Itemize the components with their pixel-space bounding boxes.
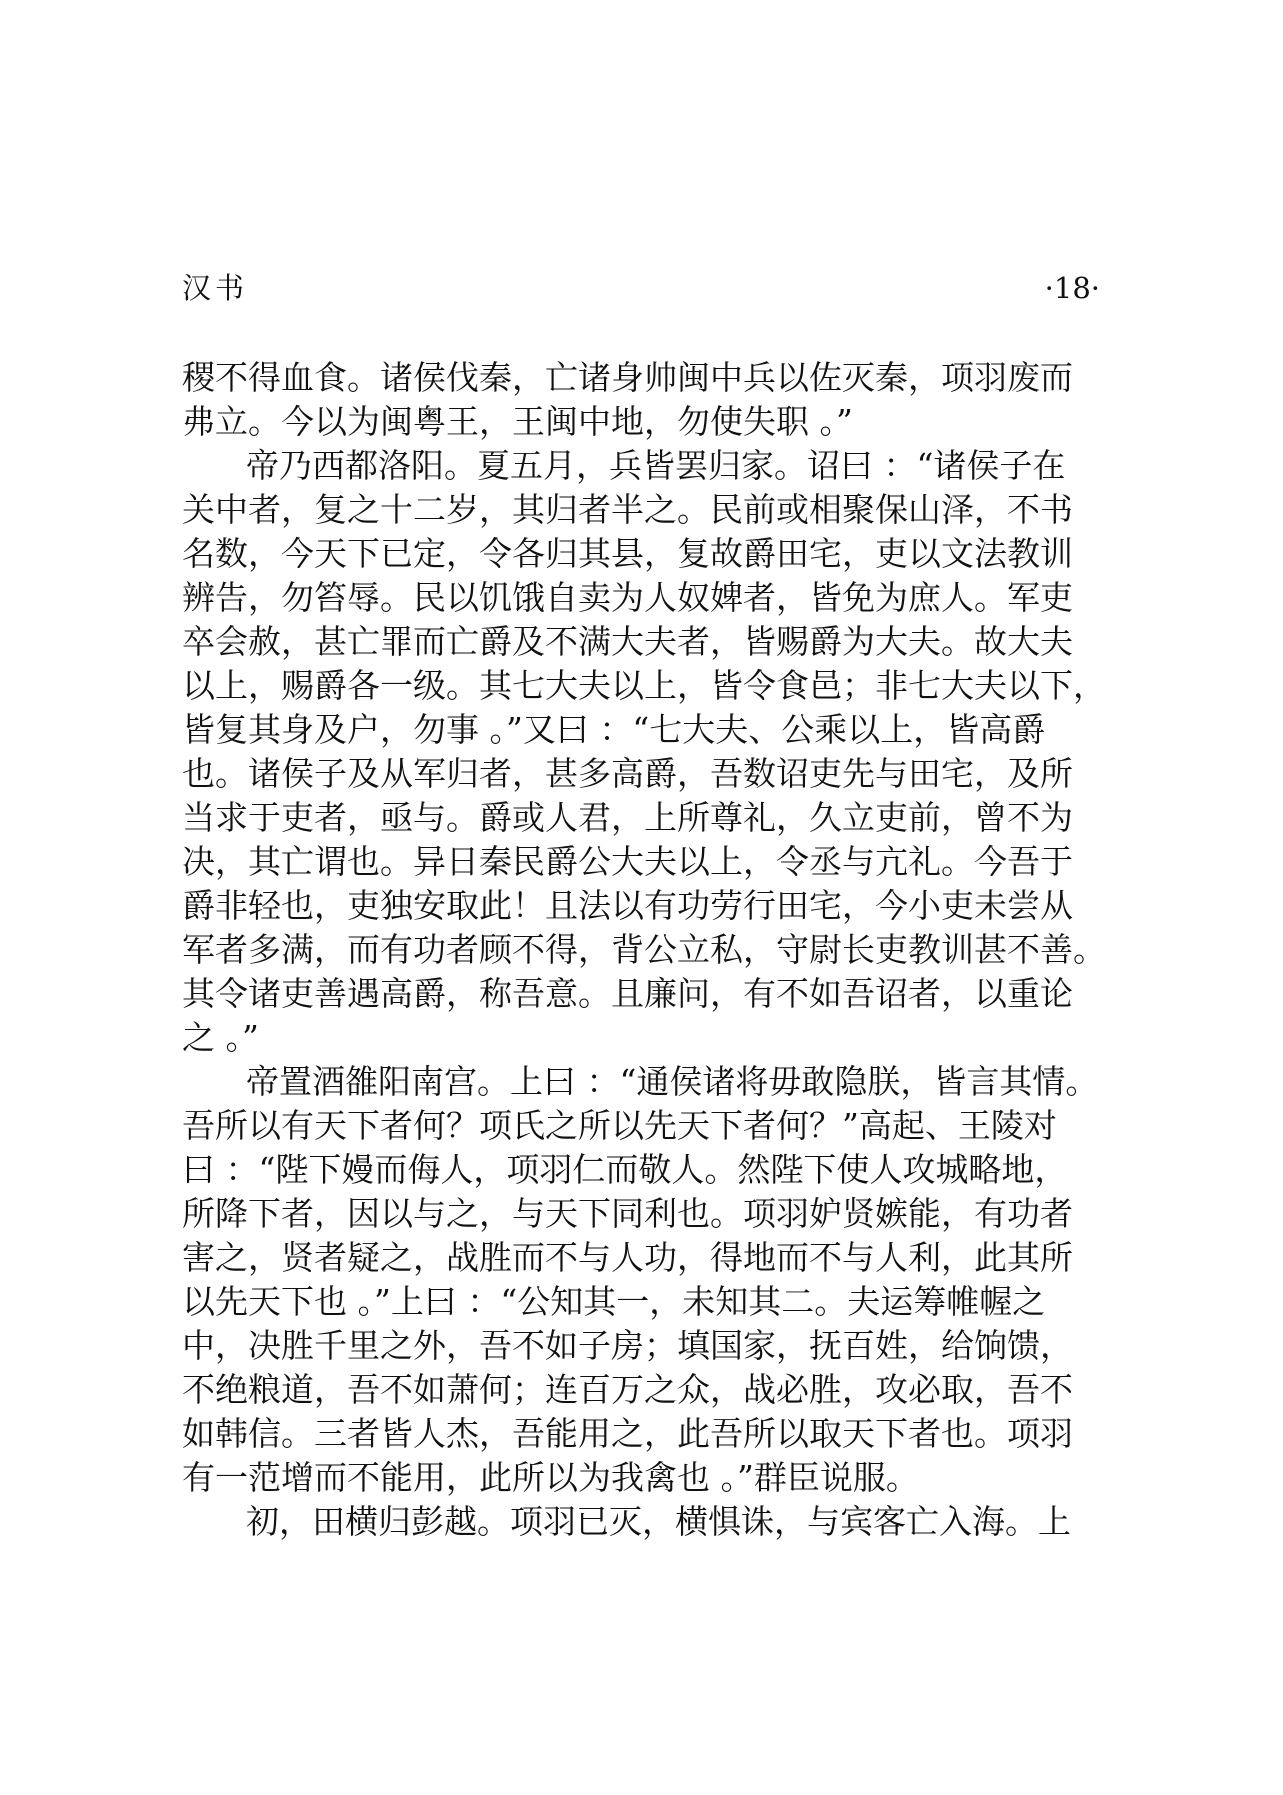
text-line: 其令诸吏善遇高爵，称吾意。且廉问，有不如吾诏者，以重论 — [182, 974, 1073, 1013]
text-line: 稷不得血食。诸侯伐秦，亡诸身帅闽中兵以佐灭秦，项羽废而 — [182, 358, 1073, 397]
text-line: 决，其亡谓也。异日秦民爵公大夫以上，令丞与亢礼。今吾于 — [182, 842, 1073, 881]
text-line: 以先天下也 。”上曰 ：“公知其一，未知其二。夫运筹帷幄之 — [182, 1282, 1046, 1321]
text-line: 所降下者，因以与之，与天下同利也。项羽妒贤嫉能，有功者 — [182, 1194, 1073, 1233]
text-line: 辨告，勿笞辱。民以饥饿自卖为人奴婢者，皆免为庶人。军吏 — [182, 578, 1073, 617]
text-line: 也。诸侯子及从军归者，甚多高爵，吾数诏吏先与田宅，及所 — [182, 754, 1073, 793]
text-line: 卒会赦，甚亡罪而亡爵及不满大夫者，皆赐爵为大夫。故大夫 — [182, 622, 1073, 661]
text-line: 名数，今天下已定，令各归其县，复故爵田宅，吏以文法教训 — [182, 534, 1073, 573]
text-line: 帝乃西都洛阳。夏五月，兵皆罢归家。诏曰 ：“诸侯子在 — [246, 446, 1066, 485]
text-line: 不绝粮道，吾不如萧何；连百万之众，战必胜，攻必取，吾不 — [182, 1370, 1073, 1409]
text-line: 当求于吏者，亟与。爵或人君，上所尊礼，久立吏前，曾不为 — [182, 798, 1073, 837]
text-line: 中，决胜千里之外，吾不如子房；填国家，抚百姓，给饷馈， — [182, 1326, 1073, 1365]
text-line: 初，田横归彭越。项羽已灭，横惧诛，与宾客亡入海。上 — [246, 1502, 1071, 1541]
text-line: 害之，贤者疑之，战胜而不与人功，得地而不与人利，此其所 — [182, 1238, 1073, 1277]
body-text — [182, 356, 1106, 1544]
text-line: 皆复其身及户，勿事 。”又曰 ：“七大夫、公乘以上，皆高爵 — [182, 710, 1046, 749]
text-line: 关中者，复之十二岁，其归者半之。民前或相聚保山泽，不书 — [182, 490, 1073, 529]
text-line: 之 。” — [182, 1018, 259, 1057]
text-line: 军者多满，而有功者顾不得，背公立私，守尉长吏教训甚不善。 — [182, 930, 1106, 969]
text-line: 爵非轻也，吏独安取此！且法以有功劳行田宅，今小吏未尝从 — [182, 886, 1073, 925]
text-line: 弗立。今以为闽粤王，王闽中地，勿使失职 。” — [182, 402, 853, 441]
text-line: 如韩信。三者皆人杰，吾能用之，此吾所以取天下者也。项羽 — [182, 1414, 1073, 1453]
text-line: 以上，赐爵各一级。其七大夫以上，皆令食邑；非七大夫以下， — [182, 666, 1106, 705]
text-line: 曰 ：“陛下嫚而侮人，项羽仁而敬人。然陛下使人攻城略地， — [182, 1150, 1068, 1189]
text-line: 有一范增而不能用，此所以为我禽也 。”群臣说服。 — [182, 1458, 919, 1497]
text-line: 吾所以有天下者何？项氏之所以先天下者何？”高起、王陵对 — [182, 1106, 1057, 1145]
page-number: ·18· — [1044, 271, 1100, 305]
page-header — [182, 268, 1100, 308]
text-line: 帝置酒雒阳南宫。上曰 ：“通侯诸将毋敢隐朕，皆言其情。 — [246, 1062, 1099, 1101]
book-title: 汉书 — [182, 271, 249, 305]
